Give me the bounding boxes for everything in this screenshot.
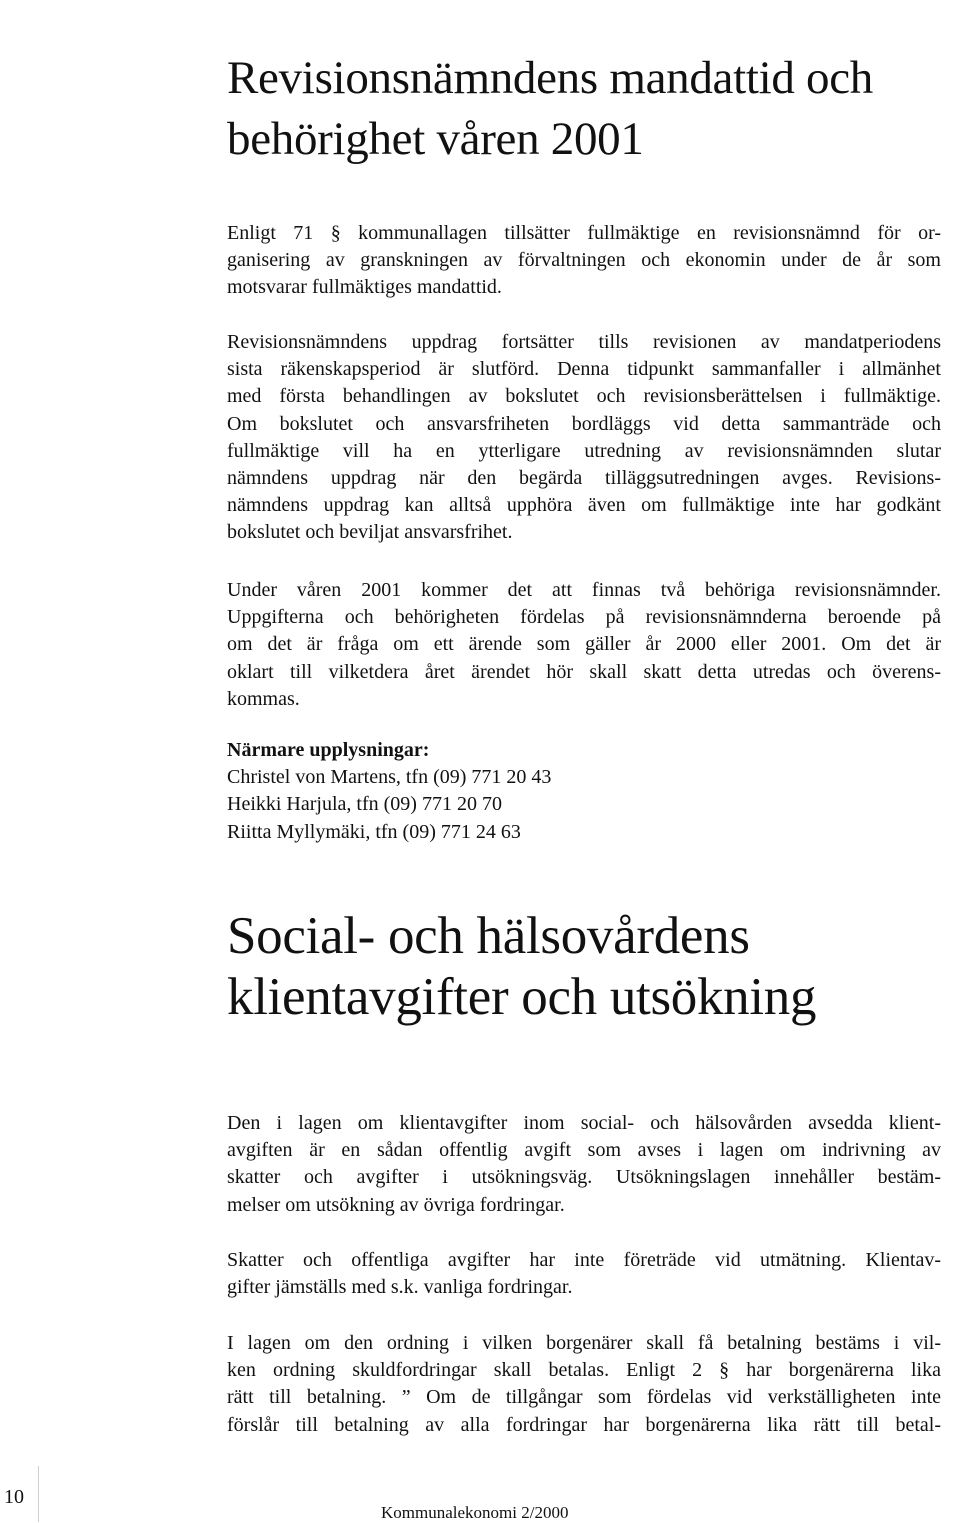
text-line: Skatter och offentliga avgifter har inte företräde vid utmätning. Klientav- [227, 1249, 941, 1271]
paragraph-client-fees [227, 1110, 941, 1219]
heading-line: behörighet våren 2001 [227, 113, 644, 165]
text-line: melser om utsökning av övriga fordringar. [227, 1193, 565, 1216]
contacts-title: Närmare upplysningar: [227, 739, 430, 761]
text-line: Enligt 71 § kommunallagen tillsätter fullmäktige en revisionsnämnd för or- [227, 222, 941, 244]
paragraph-priority [227, 1247, 941, 1301]
contact-item: Riitta Myllymäki, tfn (09) 771 24 63 [227, 820, 521, 843]
text-line: ganisering av granskningen av förvaltningen och ekonomin under de år som [227, 249, 941, 272]
text-line: skatter och avgifter i utsökningsväg. Utsökningslagen innehåller bestäm- [227, 1166, 941, 1189]
text-line: gifter jämställs med s.k. vanliga fordringar. [227, 1276, 573, 1299]
text-line: rätt till betalning. ” Om de tillgångar som fördelas vid verkställigheten inte [227, 1386, 941, 1409]
heading-line: Revisionsnämndens mandattid och [227, 52, 873, 104]
text-line: förslår till betalning av alla fordringar har borgenärerna lika rätt till betal- [227, 1413, 941, 1436]
text-line: Uppgifterna och behörigheten fördelas på revisionsnämnderna beroende på [227, 606, 941, 629]
text-line: Revisionsnämndens uppdrag fortsätter tills revisionen av mandatperiodens [227, 331, 941, 353]
text-line: nämndens uppdrag kan alltså upphöra även om fullmäktige inte har godkänt [227, 494, 941, 517]
text-line: ken ordning skuldfordringar skall betalas. Enligt 2 § har borgenärerna lika [227, 1359, 941, 1382]
footer-publication: Kommunalekonomi 2/2000 [381, 1503, 569, 1522]
contacts-block [227, 737, 941, 846]
heading-line: klientavgifter och utsökning [227, 968, 817, 1026]
text-line: Den i lagen om klientavgifter inom social- och hälsovården avsedda klient- [227, 1112, 941, 1134]
text-line: Under våren 2001 kommer det att finnas två behöriga revisionsnämnder. [227, 579, 941, 601]
paragraph-revision-intro [227, 220, 941, 302]
heading-line: Social- och hälsovårdens [227, 907, 750, 965]
text-line: Om bokslutet och ansvarsfriheten bordläggs vid detta sammanträde och [227, 412, 941, 435]
section-heading-klientavgifter [227, 906, 816, 1028]
paragraph-two-committees [227, 577, 941, 713]
text-line: med första behandlingen av bokslutet och revisionsberättelsen i fullmäktige. [227, 385, 941, 408]
margin-divider [38, 1466, 39, 1522]
paragraph-revision-mandate [227, 329, 941, 547]
text-line: nämndens uppdrag när den begärda tilläggsutredningen avges. Revisions- [227, 466, 941, 489]
text-line: bokslutet och beviljat ansvarsfrihet. [227, 521, 513, 544]
text-line: sista räkenskapsperiod är slutförd. Denna tidpunkt sammanfaller i allmänhet [227, 358, 941, 381]
text-line: om det är fråga om ett ärende som gäller år 2000 eller 2001. Om det är [227, 633, 941, 656]
text-line: oklart till vilketdera året ärendet hör skall skatt detta utredas och överens- [227, 660, 941, 683]
contact-item: Christel von Martens, tfn (09) 771 20 43 [227, 766, 552, 789]
text-line: I lagen om den ordning i vilken borgenärer skall få betalning bestäms i vil- [227, 1332, 941, 1354]
section-heading-revisionsnamnd [227, 48, 873, 170]
contact-item: Heikki Harjula, tfn (09) 771 20 70 [227, 793, 502, 816]
paragraph-creditors-order [227, 1330, 941, 1439]
text-line: motsvarar fullmäktiges mandattid. [227, 276, 502, 299]
text-line: avgiften är en sådan offentlig avgift som avses i lagen om indrivning av [227, 1139, 941, 1162]
page-number: 10 [4, 1486, 24, 1508]
text-line: kommas. [227, 687, 300, 710]
text-line: fullmäktige vill ha en ytterligare utredning av revisionsnämnden slutar [227, 439, 941, 462]
